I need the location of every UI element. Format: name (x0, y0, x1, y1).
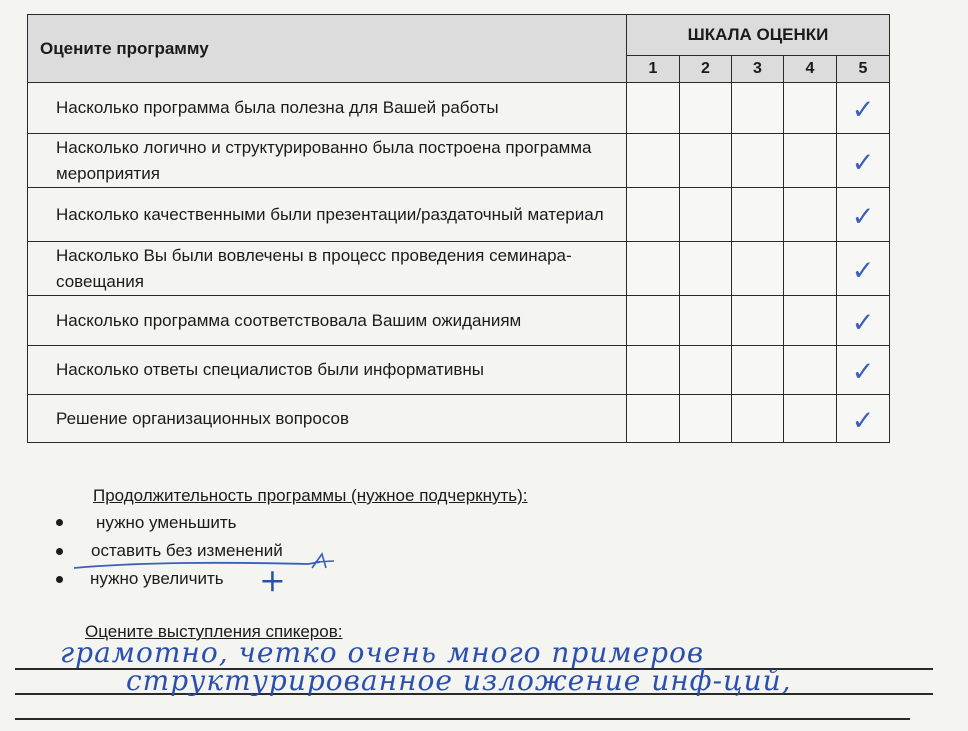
rating-cell-1[interactable] (627, 346, 680, 395)
table-row (28, 83, 890, 134)
table-title: Оцените программу (28, 15, 627, 83)
rating-cell-3[interactable] (732, 395, 784, 443)
rating-cell-1[interactable] (627, 242, 680, 296)
question-text: Решение организационных вопросов (28, 395, 627, 443)
duration-option-decrease[interactable]: нужно уменьшить (96, 513, 237, 532)
bullet (56, 576, 63, 583)
question-text: Насколько логично и структурированно была построена программа мероприятия (28, 134, 627, 188)
question-text: Насколько Вы были вовлечены в процесс проведения семинара-совещания (28, 242, 627, 296)
rating-cell-4[interactable] (784, 395, 837, 443)
table-row (28, 242, 890, 296)
checkmark-icon: ✓ (851, 307, 875, 339)
rating-cell-5[interactable] (837, 296, 890, 346)
checkmark-icon: ✓ (851, 94, 875, 126)
rating-cell-3[interactable] (732, 242, 784, 296)
question-text: Насколько программа соответствовала Вашим ожиданиям (28, 296, 627, 346)
rating-cell-3[interactable] (732, 188, 784, 242)
scale-title: ШКАЛА ОЦЕНКИ (627, 15, 890, 56)
table-row (28, 296, 890, 346)
scale-number: 1 (627, 56, 680, 83)
rating-cell-5[interactable] (837, 134, 890, 188)
rating-cell-5[interactable] (837, 188, 890, 242)
table-header-row (28, 15, 890, 56)
duration-title: Продолжительность программы (нужное подчеркнуть): (93, 486, 528, 505)
handwritten-plus: + (259, 561, 287, 599)
scale-number: 5 (837, 56, 890, 83)
rating-cell-3[interactable] (732, 83, 784, 134)
rating-cell-4[interactable] (784, 296, 837, 346)
table-row (28, 134, 890, 188)
rating-cell-1[interactable] (627, 395, 680, 443)
rating-cell-4[interactable] (784, 134, 837, 188)
rating-cell-5[interactable] (837, 242, 890, 296)
question-text: Насколько качественными были презентации/раздаточный материал (28, 188, 627, 242)
rating-cell-5[interactable] (837, 395, 890, 443)
rating-cell-3[interactable] (732, 134, 784, 188)
rating-cell-2[interactable] (680, 296, 732, 346)
table-row (28, 395, 890, 443)
rating-cell-3[interactable] (732, 296, 784, 346)
rating-cell-2[interactable] (680, 346, 732, 395)
checkmark-icon: ✓ (851, 201, 875, 233)
bullet (56, 548, 63, 555)
handwritten-answer-line-2: структурированное изложение инф-ций, (126, 664, 792, 697)
answer-line (15, 718, 910, 720)
rating-cell-2[interactable] (680, 188, 732, 242)
rating-cell-1[interactable] (627, 134, 680, 188)
rating-cell-2[interactable] (680, 395, 732, 443)
checkmark-icon: ✓ (851, 356, 875, 388)
checkmark-icon: ✓ (851, 255, 875, 287)
checkmark-icon: ✓ (851, 147, 875, 179)
rating-cell-1[interactable] (627, 188, 680, 242)
rating-cell-4[interactable] (784, 346, 837, 395)
rating-cell-1[interactable] (627, 296, 680, 346)
scale-number: 2 (680, 56, 732, 83)
speakers-title: Оцените выступления спикеров: (85, 622, 343, 641)
question-text: Насколько ответы специалистов были информативны (28, 346, 627, 395)
scale-number: 4 (784, 56, 837, 83)
table-row (28, 188, 890, 242)
rating-cell-2[interactable] (680, 134, 732, 188)
rating-cell-4[interactable] (784, 188, 837, 242)
duration-option-increase[interactable]: нужно увеличить (90, 569, 224, 588)
rating-cell-5[interactable] (837, 83, 890, 134)
rating-cell-2[interactable] (680, 242, 732, 296)
table-row (28, 346, 890, 395)
rating-cell-1[interactable] (627, 83, 680, 134)
question-text: Насколько программа была полезна для Вашей работы (28, 83, 627, 134)
evaluation-table (27, 14, 890, 443)
rating-cell-4[interactable] (784, 83, 837, 134)
bullet (56, 519, 63, 526)
checkmark-icon: ✓ (851, 405, 875, 437)
rating-cell-3[interactable] (732, 346, 784, 395)
rating-cell-2[interactable] (680, 83, 732, 134)
scale-number: 3 (732, 56, 784, 83)
handwritten-answer-line-1: грамотно, четко очень много примеров (60, 636, 705, 669)
duration-option-keep[interactable]: оставить без изменений (91, 541, 283, 560)
rating-cell-5[interactable] (837, 346, 890, 395)
rating-cell-4[interactable] (784, 242, 837, 296)
